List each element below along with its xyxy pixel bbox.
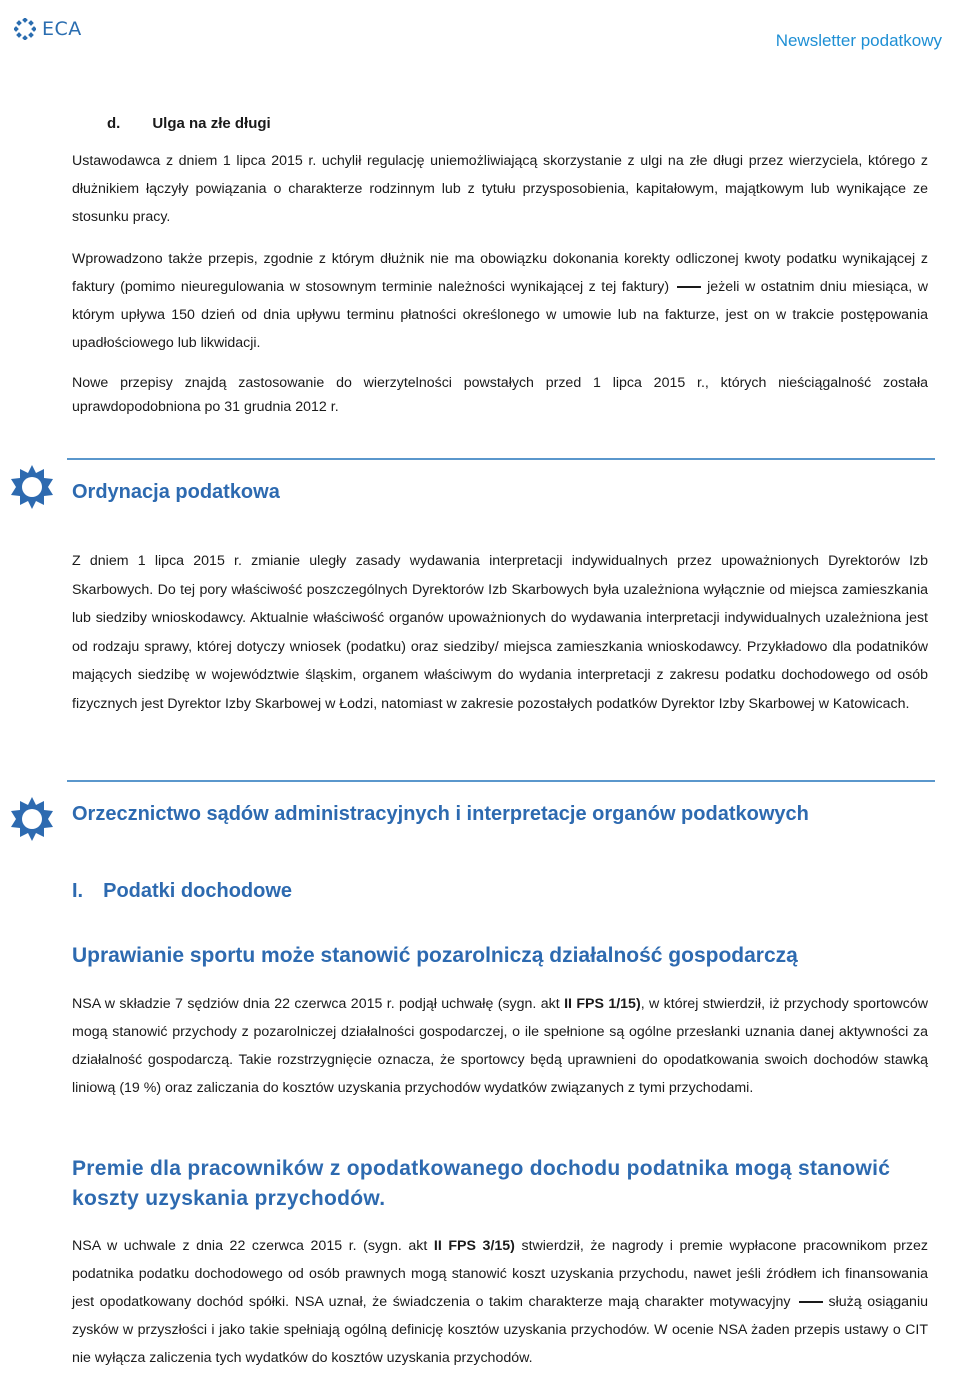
paragraph-text: , w której stwierdził, iż przychody sportowców mogą stanowić przychody z pozarolniczej działalności gospodarczej, o ile spełnione są ogólne przesłanki uznania danej aktywności za działalność gospodarczą. Takie rozstrzygnięcie oznacza, że sportowcy będą uprawnieni do opodatkowania swoich dochodów stawką liniową (19 %) oraz zaliczania do kosztów uzyskania przychodów wydatków związanych z tymi przychodami. <box>72 996 929 1096</box>
case-signature: II FPS 1/15) <box>564 996 641 1012</box>
paragraph-ordynacja: Z dniem 1 lipca 2015 r. zmianie uległy zasady wydawania interpretacji indywidualnych przez upoważnionych Dyrektorów Izb Skarbowych. Do tej pory właściwość poszczególnych Dyrektorów Izb Skarbowych była uzależniona wyłącznie od miejsca zamieszkania lub siedziby wnioskodawcy. Aktualnie właściwość organów upoważnionych do wydawania interpretacji indywidualnych uzależniona jest od rodzaju sprawy, której dotyczy wniosek (podatku) oraz siedziby/ miejsca zamieszkania wnioskodawcy. Przykładowo dla podatników mających siedzibę w województwie śląskim, organem właściwym do wydania interpretacji z zakresu podatku dochodowego od osób fizycznych jest Dyrektor Izby Skarbowej w Łodzi, natomiast w zakresie pozostałych podatków Dyrektor Izby Skarbowej w Katowicach. <box>72 553 928 712</box>
subsection-title: Ulga na złe długi <box>152 115 271 132</box>
paragraph-text: NSA w składzie 7 sędziów dnia 22 czerwca 2015 r. podjął uchwałę (sygn. akt <box>72 996 565 1012</box>
paragraph-bad-debt-application: Nowe przepisy znajdą zastosowanie do wierzytelności powstałych przed 1 lipca 2015 r., których nieściągalność została uprawdopodobniona po 31 grudnia 2012 r. <box>72 375 928 415</box>
roman-numeral: I. <box>72 880 84 902</box>
section-divider <box>67 458 935 460</box>
section-title-orzecznictwo: Orzecznictwo sądów administracyjnych i interpretacje organów podatkowych <box>72 803 809 825</box>
topic-title-premie: Premie dla pracowników z opodatkowanego dochodu podatnika mogą stanowić koszty uzyskania przychodów. <box>72 1157 891 1210</box>
paragraph-sport <box>72 990 928 1102</box>
section-title-ordynacja: Ordynacja podatkowa <box>72 481 280 503</box>
topic-title-sport: Uprawianie sportu może stanowić pozarolniczą działalność gospodarczą <box>72 944 798 967</box>
subsection-heading <box>107 115 271 132</box>
paragraph-text: stwierdził, że nagrody i premie wypłacone pracownikom przez podatnika podatku dochodowego od osób prawnych mogą stanowić koszt uzyskania przychodu, nawet jeśli źródłem ich finansowania jest opodatkowany dochód spółki. NSA uznał, że świadczenia o takim charakterze mają charakter motywacyjny <box>72 1238 928 1310</box>
star-icon <box>8 463 56 511</box>
newsletter-title: Newsletter podatkowy <box>775 31 942 50</box>
paragraph-bad-debt-correction <box>72 245 928 357</box>
star-icon <box>8 795 56 843</box>
paragraph-text: służą osiąganiu zysków w przyszłości i jako takie spełniają ogólną definicję kosztów uzyskania przychodów. W ocenie NSA żaden przepis ustawy o CIT nie wyłącza zaliczenia tych wydatków do kosztów uzyskania przychodów. <box>72 1294 928 1366</box>
section-divider <box>67 780 935 782</box>
paragraph-premie <box>72 1232 928 1372</box>
case-signature: II FPS 3/15) <box>433 1238 515 1254</box>
roman-title: Podatki dochodowe <box>103 880 293 902</box>
paragraph-text: jeżeli w ostatnim dniu miesiąca, w którym upływa 150 dzień od dnia upływu terminu płatności określonego w umowie lub na fakturze, jest on w trakcie postępowania upadłościowego lub likwidacji. <box>72 279 928 351</box>
paragraph-text: Wprowadzono także przepis, zgodnie z którym dłużnik nie ma obowiązku dokonania korekty odliczonej kwoty podatku wynikającej z faktury (pomimo nieuregulowania w stosownym terminie należności wynikającej z tej faktury) <box>72 251 928 295</box>
subsection-letter: d. <box>107 115 121 132</box>
roman-heading <box>72 880 292 903</box>
dash-separator <box>799 1301 823 1303</box>
eca-logo <box>14 18 82 40</box>
logo-text: ECA <box>42 18 82 40</box>
dash-separator <box>677 286 701 288</box>
paragraph-bad-debt-intro: Ustawodawca z dniem 1 lipca 2015 r. uchylił regulację uniemożliwiającą skorzystanie z ulgi na złe długi przez wierzyciela, którego z dłużnikiem łączyły powiązania o charakterze rodzinnym lub z tytułu przysposobienia, kapitałowym, majątkowym lub wynikające ze stosunku pracy. <box>72 153 928 225</box>
eca-logo-icon <box>14 18 36 40</box>
paragraph-text: NSA w uchwale z dnia 22 czerwca 2015 r. (sygn. akt <box>72 1238 434 1254</box>
